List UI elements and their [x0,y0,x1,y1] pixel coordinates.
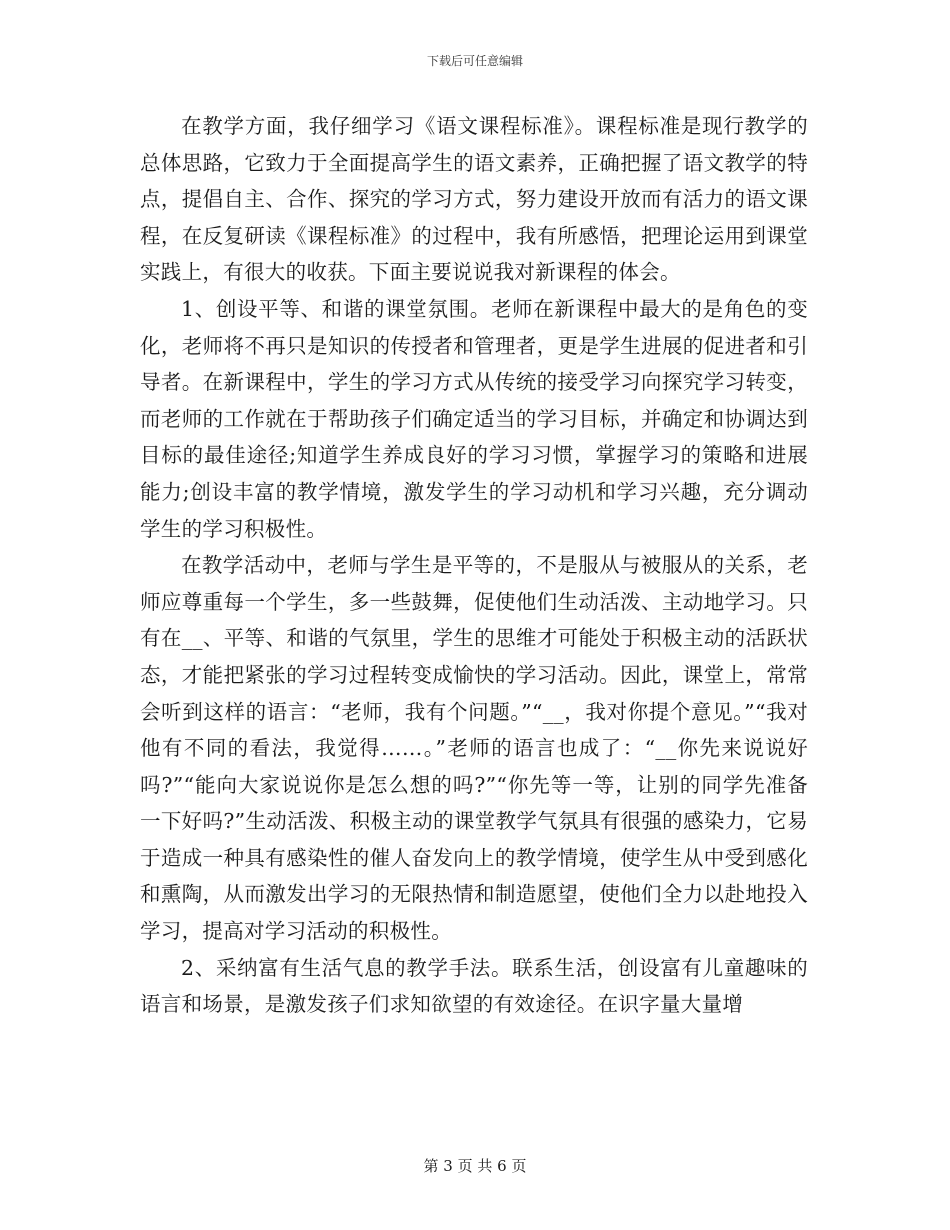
page-number: 第 3 页 共 6 页 [423,1157,527,1175]
paragraph-life-teaching-method: 2、采纳富有生活气息的教学手法。联系生活，创设富有儿童趣味的语言和场景，是激发孩子们求知欲望的有效途径。在识字量大量增 [140,955,808,1017]
page-header: 下载后可任意编辑 [426,54,523,68]
paragraph-teacher-student-equality: 在教学活动中，老师与学生是平等的，不是服从与被服从的关系，老师应尊重每一个学生，多一些鼓舞，促使他们生动活泼、主动地学习。只有在__、平等、和谐的气氛里，学生的思维才可能处于积极主动的活跃状态，才能把紧张的学习过程转变成愉快的学习活动。因此，课堂上，常常会听到这样的语言：“老师，我有个问题。”“__，我对你提个意见。”“我对他有不同的看法，我觉得……。”老师的语言也成了：“__你先来说说好吗?”“能向大家说说你是怎么想的吗?”“你先等一等，让别的同学先准备一下好吗?”生动活泼、积极主动的课堂教学气氛具有很强的感染力，它易于造成一种具有感染性的催人奋发向上的教学情境，使学生从中受到感化和熏陶，从而激发出学习的无限热情和制造愿望，使他们全力以赴地投入学习，提高对学习活动的积极性。 [140,553,808,944]
paragraph-teaching-standards: 在教学方面，我仔细学习《语文课程标准》。课程标准是现行教学的总体思路，它致力于全面提高学生的语文素养，正确把握了语文教学的特点，提倡自主、合作、探究的学习方式，努力建设开放而有活力的语文课程，在反复研读《课程标准》的过程中，我有所感悟，把理论运用到课堂实践上，有很大的收获。下面主要说说我对新课程的体会。 [140,114,808,285]
paragraph-classroom-atmosphere: 1、创设平等、和谐的课堂氛围。老师在新课程中最大的是角色的变化，老师将不再只是知识的传授者和管理者，更是学生进展的促进者和引导者。在新课程中，学生的学习方式从传统的接受学习向探究学习转变，而老师的工作就在于帮助孩子们确定适当的学习目标，并确定和协调达到目标的最佳途径;知道学生养成良好的学习习惯，掌握学习的策略和进展能力;创设丰富的教学情境，激发学生的学习动机和学习兴趣，充分调动学生的学习积极性。 [140,296,808,541]
document-body [140,108,808,1023]
